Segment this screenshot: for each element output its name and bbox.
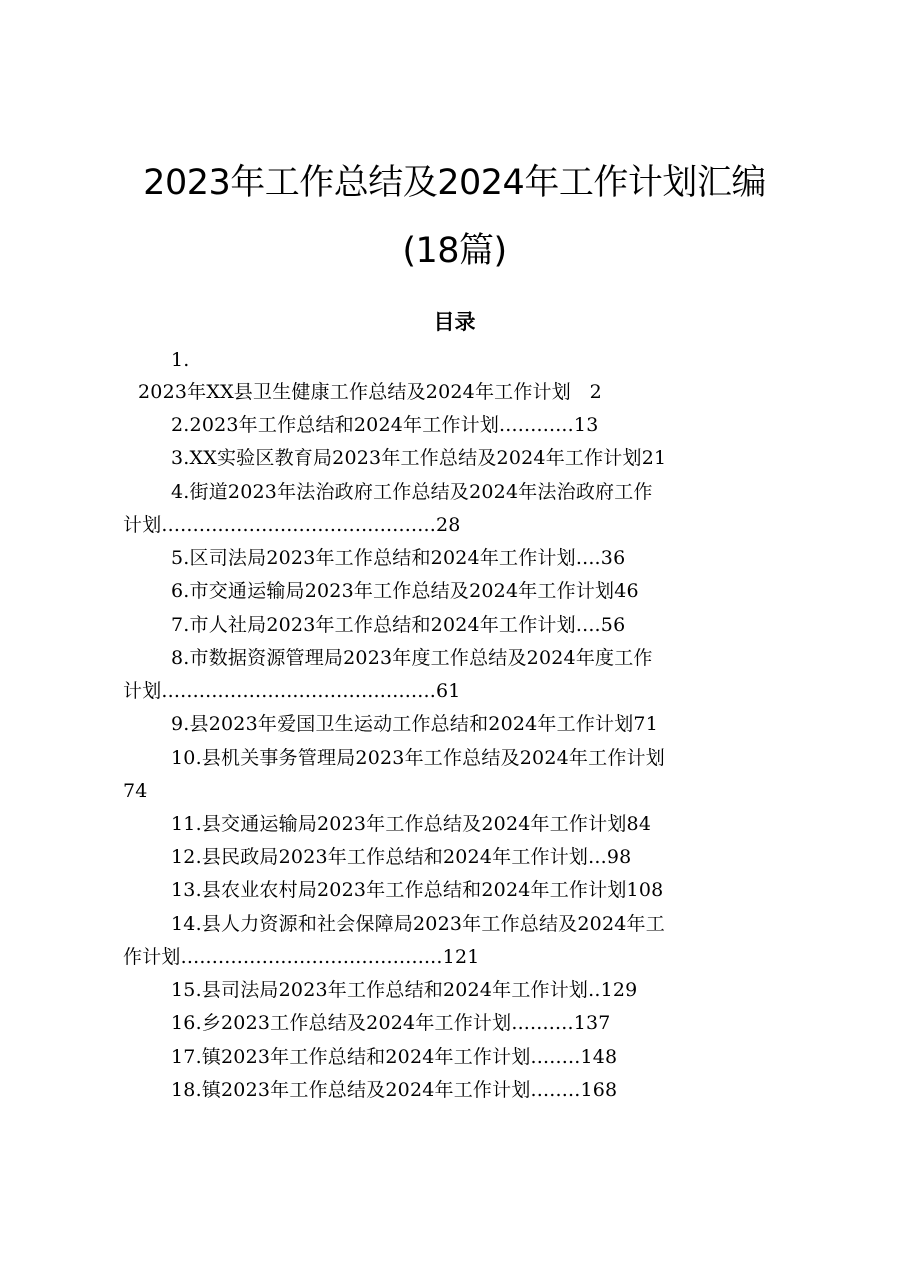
toc-entry-12[interactable]: 12.县民政局2023年工作总结和2024年工作计划...98 <box>171 846 632 868</box>
toc-entry-8-continued[interactable]: 计划............................................61 <box>123 680 461 702</box>
toc-entry-10-continued[interactable]: 74 <box>123 780 148 802</box>
toc-entry-2[interactable]: 2.2023年工作总结和2024年工作计划............13 <box>171 414 599 436</box>
toc-entry-14[interactable]: 14.县人力资源和社会保障局2023年工作总结及2024年工 <box>171 913 665 935</box>
toc-entry-1-number[interactable]: 1. <box>171 349 190 371</box>
toc-heading: 目录 <box>433 309 476 334</box>
toc-entry-14-continued[interactable]: 作计划..........................................121 <box>123 946 480 968</box>
toc-entry-18[interactable]: 18.镇2023年工作总结及2024年工作计划........168 <box>171 1079 618 1101</box>
toc-entry-11[interactable]: 11.县交通运输局2023年工作总结及2024年工作计划84 <box>171 813 652 835</box>
toc-entry-8[interactable]: 8.市数据资源管理局2023年度工作总结及2024年度工作 <box>171 647 653 669</box>
toc-entry-15[interactable]: 15.县司法局2023年工作总结和2024年工作计划..129 <box>171 979 638 1001</box>
toc-entry-1[interactable]: 2023年XX县卫生健康工作总结及2024年工作计划 2 <box>138 381 602 403</box>
toc-entry-4-continued[interactable]: 计划............................................28 <box>123 514 461 536</box>
toc-entry-5[interactable]: 5.区司法局2023年工作总结和2024年工作计划....36 <box>171 547 626 569</box>
toc-entry-16[interactable]: 16.乡2023工作总结及2024年工作计划..........137 <box>171 1012 611 1034</box>
toc-entry-7[interactable]: 7.市人社局2023年工作总结和2024年工作计划....56 <box>171 614 626 636</box>
toc-entry-3[interactable]: 3.XX实验区教育局2023年工作总结及2024年工作计划21 <box>171 447 667 469</box>
toc-entry-17[interactable]: 17.镇2023年工作总结和2024年工作计划........148 <box>171 1046 618 1068</box>
toc-entry-10[interactable]: 10.县机关事务管理局2023年工作总结及2024年工作计划 <box>171 747 665 769</box>
toc-entry-13[interactable]: 13.县农业农村局2023年工作总结和2024年工作计划108 <box>171 879 664 901</box>
toc-entry-4[interactable]: 4.街道2023年法治政府工作总结及2024年法治政府工作 <box>171 481 653 503</box>
document-title: 2023年工作总结及2024年工作计划汇编 <box>143 163 766 203</box>
toc-entry-9[interactable]: 9.县2023年爱国卫生运动工作总结和2024年工作计划71 <box>171 713 659 735</box>
document-subtitle-count: (18篇) <box>402 231 507 271</box>
toc-entry-6[interactable]: 6.市交通运输局2023年工作总结及2024年工作计划46 <box>171 580 639 602</box>
